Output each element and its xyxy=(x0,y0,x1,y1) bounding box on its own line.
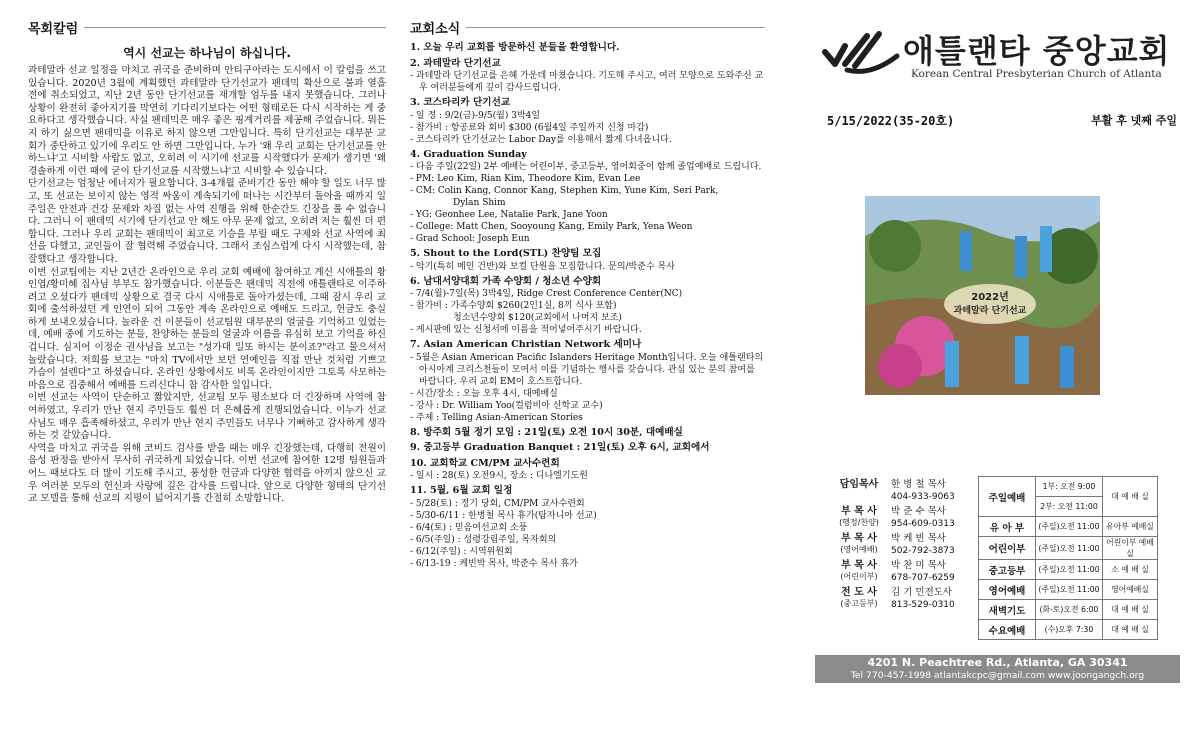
news-item-line: - 7/4(월)-7일(목) 3박4일, Ridge Crest Conference Center(NC) xyxy=(410,289,683,299)
staff-entry xyxy=(833,479,993,503)
schedule-place: 대 예 배 실 xyxy=(1103,477,1158,517)
news-item-line: - 5/30-6/11 : 한병철 목사 휴가(탐자니아 선교) xyxy=(410,510,597,521)
column-header-label: 목회칼럼 xyxy=(28,18,84,37)
column-paragraph: 이번 선교팀에는 지난 2년간 온라인으로 우리 교회 예배에 참여하고 계신 시애틀의 황인엽/황미혜 집사님 부부도 참가했습니다. 이분들은 팬데믹 직전에 애틀랜타로 이주하려고 오셨다가 팬데믹 상황으로 결국 다시 시애틀로 돌아가셨는데, 그때 잠시 우리 교회에 출석하셨던 게 인연이 되어 그동안 계속 온라인으로 예배도 드리고, 헌금도 충실하게 보내오셨습니다. 놀라운 건 이분들이 선교팀원 대부분의 얼굴을 기억하고 있었는데, 예배 중에 기도하는 분들, 찬양하는 분들의 얼굴과 이름을 유심히 보고 기억을 하신 겁니다. 심지어 이정순 권사님을 보고는 "성가대 일또 하시는 분이죠?"라고 물으셔서 놀랐습니다. 저희를 보고는 "마치 TV에서만 보던 연예인을 직접 만난 것처럼 기쁘고 가슴이 설렌다"고 하셨습니다. 온라인 상황에서도 비록 온라인이지만 그토록 사모하는 마음으로 집중해서 예배를 드리신다니 참 감사한 일입니다. xyxy=(28,266,387,391)
schedule-row xyxy=(979,560,1158,580)
church-logo xyxy=(815,26,1180,81)
staff-info xyxy=(885,533,955,557)
schedule-time: (주일)오전 11:00 xyxy=(1036,580,1103,600)
news-item-title: 8. 방주회 5월 정기 모임 : 21일(토) 오전 10시 30분, 대예배실 xyxy=(410,426,683,438)
schedule-row xyxy=(979,600,1158,620)
news-item xyxy=(410,97,765,146)
schedule-time: (주일)오전 11:00 xyxy=(1036,560,1103,580)
news-item-line: - College: Matt Chen, Sooyoung Kang, Emily Park, Yena Weon xyxy=(410,222,693,232)
news-item-line: - 다음 주일(22일) 2부 예배는 어린이부, 중고등부, 영어회중이 함께 졸업예배로 드립니다. xyxy=(410,162,762,172)
news-item-line: - 5월은 Asian American Pacific Islanders Heritage Month입니다. 오늘 애틀랜타의 아시아계 크리스천들이 모여서 이를 기념하는 행사를 갖습니다. 관심 있는 분의 참여를 바랍니다. 우리 교회 EM이 호스트합니다. xyxy=(410,352,764,387)
bulletin-date: 5/15/2022(35-20호) xyxy=(827,114,955,128)
schedule-service-name: 영어예배 xyxy=(979,580,1036,600)
schedule-time: 2부: 오전 11:00 xyxy=(1036,497,1103,517)
news-item-line: - 6/5(주일) : 성령강림주일, 목자회의 xyxy=(410,534,557,545)
news-item xyxy=(410,58,765,95)
schedule-time: 1부: 오전 9:00 xyxy=(1036,477,1103,497)
staff-role-title: 담임목사 xyxy=(839,479,879,490)
column-paragraph: 사역을 마치고 귀국을 위해 코비드 검사를 받을 때는 매우 긴장했는데, 다행히 전원이 음성 판정을 받아서 무사히 귀국하게 되었습니다. 이번 선교에 참여한 12명 팀원들과 어느 때보다도 더 많이 기도해 주시고, 풍성한 헌금과 다양한 협력을 아끼지 않으신 교우 여러분 모두의 헌신과 사랑에 깊은 감사를 드립니다. 앞으로 다양한 형태의 단기선교 모델을 통해 선교의 지평이 넓어지기를 간절히 소망합니다. xyxy=(28,442,386,505)
staff-entry xyxy=(833,506,993,530)
photo-caption-year: 2022년 xyxy=(971,292,1009,303)
staff-entry xyxy=(833,533,993,557)
staff-role xyxy=(833,479,885,503)
worship-schedule-table xyxy=(978,476,1158,640)
staff-name: 박 찬 미 목사 xyxy=(891,560,946,571)
column-paragraph: 단기선교는 엄청난 에너지가 필요합니다. 3-4개월 준비기간 동안 해야 할 일도 너무 많고, 또 선교는 보이지 않는 영적 싸움이 계속되기에 떠나는 시간부터 돌아올 때까지 일주일은 안전과 건강 문제와 차질 없는 사역 진행을 위해 한순간도 긴장을 풀 수 없습니다. 그러니 이 팬데믹 시기에 단기선교 안 해도 아무 문제 없고, 오히려 저는 훨씬 더 편합니다. 그러나 우리 교회는 팬데믹이 최고로 기승을 부릴 때도 구제와 선교 사역에 최선을 다했고, 교인들이 잘 협력해 주었습니다. 그래서 조심스럽게 다시 시작했는데, 참 잘했다고 생각합니다. xyxy=(28,178,386,265)
news-list xyxy=(410,42,765,570)
news-item-title: 3. 코스타리카 단기선교 xyxy=(410,97,511,108)
news-item-title: 4. Graduation Sunday xyxy=(410,148,527,160)
news-item xyxy=(410,149,765,246)
church-name-english: Korean Central Presbyterian Church of Atlanta xyxy=(911,68,1162,80)
schedule-service-name: 수요예배 xyxy=(979,620,1036,640)
photo-caption-title: 과테말라 단기선교 xyxy=(953,306,1027,316)
schedule-place: 유아부 예배실 xyxy=(1103,517,1158,537)
staff-entry xyxy=(833,587,993,611)
schedule-place: 대 예 배 실 xyxy=(1103,600,1158,620)
news-item xyxy=(410,339,765,424)
news-item-line: - 과테말라 단기선교를 은혜 가운데 마쳤습니다. 기도해 주시고, 여러 모양으로 도와주신 교우 여러분들에게 깊이 감사드립니다. xyxy=(410,71,764,93)
news-item-title: 6. 남대서양대회 가족 수양회 / 청소년 수양회 xyxy=(410,275,602,287)
staff-phone: 502-792-3873 xyxy=(891,546,955,556)
staff-phone: 954-609-0313 xyxy=(891,519,955,529)
news-item-line: - PM: Leo Kim, Rian Kim, Theodore Kim, Evan Lee xyxy=(410,174,641,184)
news-item xyxy=(410,442,765,455)
news-item-line: 청소년수양회 $120(교회에서 나머지 보조) xyxy=(453,313,622,323)
news-item-line: - Grad School: Joseph Eun xyxy=(410,234,530,244)
schedule-service-name: 어린이부 xyxy=(979,537,1036,560)
news-item-line: - CM: Colin Kang, Connor Kang, Stephen Kim, Yune Kim, Seri Park, xyxy=(410,186,719,196)
news-item xyxy=(410,248,765,273)
news-item-line: - 일시 : 28(토) 오전9시, 장소 : 디나엘기도원 xyxy=(410,471,588,481)
news-item-line: - 시간/장소 : 오늘 오후 4시, 대예배실 xyxy=(410,388,558,399)
news-item-line: - 참가비 : 항공료와 회비 $300 (6월4일 주일까지 신청 마감) xyxy=(410,122,649,133)
church-news xyxy=(410,0,765,573)
news-section-header xyxy=(410,0,765,37)
news-item-line: - 참가비 : 가족수양회 $260(2인1실, 8끼 식사 포함) xyxy=(410,301,617,311)
mission-trip-photo xyxy=(865,196,1100,395)
church-contact: Tel 770-457-1998 atlantakcpc@gmail.com www.joongangch.org xyxy=(850,670,1145,681)
staff-role xyxy=(833,506,885,530)
news-item xyxy=(410,42,765,55)
schedule-place: 영어예배실 xyxy=(1103,580,1158,600)
news-header-label: 교회소식 xyxy=(410,18,466,37)
schedule-service-name: 중고등부 xyxy=(979,560,1036,580)
staff-entry xyxy=(833,560,993,584)
schedule-time: (주일)오전 11:00 xyxy=(1036,537,1103,560)
news-item-line: - 코스타리카 단기선교는 Labor Day를 이용해서 짧게 다녀옵니다. xyxy=(410,134,672,145)
staff-phone: 678-707-6259 xyxy=(891,573,955,583)
staff-info xyxy=(885,506,955,530)
schedule-place: 소 예 배 실 xyxy=(1103,560,1158,580)
news-item-line: - 6/13-19 : 케빈박 목사, 박준수 목사 휴가 xyxy=(410,558,578,569)
staff-name: 박 준 수 목사 xyxy=(891,506,946,517)
staff-role-title: 부 목 사 xyxy=(841,506,877,517)
staff-list xyxy=(833,479,993,614)
column-paragraph: 과테말라 선교 일정을 마치고 귀국을 준비하며 안티구아라는 도시에서 이 칼럼을 쓰고 있습니다. 2020년 3월에 계획했던 과테말라 단기선교가 팬데믹 확산으로 불과 열흘 전에 취소되었고, 지난 2년 동안 단기선교를 재개할 엄두를 내지 못했습니다. 그러나 상황이 완전히 좋아지기를 막연히 기다리기보다는 어떤 형태로든 다시 시작하는 게 중요하다고 생각했습니다. 사실 팬데믹은 매우 좋은 핑계거리를 제공해 주었습니다. 뭐든지 하기 싫으면 팬데믹을 이유로 하지 않으면 그만입니다. 특히 단기선교는 대부분 교회가 중단하고 있기에 우리도 안 하면 그만입니다. 누가 '왜 우리 교회는 단기선교를 안 하느냐'고 시비할 사람도 없고, 오히려 이 시기에 선교를 시작했다가 문제가 생기면 '왜 경솔하게 이런 때에 굳이 단기선교를 시작했느냐'고 시비할 수 있습니다. xyxy=(28,65,387,177)
schedule-row xyxy=(979,620,1158,640)
staff-info xyxy=(885,560,955,584)
news-item xyxy=(410,458,765,483)
news-item-title: 11. 5월, 6월 교회 일정 xyxy=(410,485,513,496)
church-address-bar xyxy=(815,655,1180,683)
staff-role-dept: (영어예배) xyxy=(840,545,878,554)
staff-phone: 813-529-0310 xyxy=(891,600,955,610)
column-title: 역시 선교는 하나님이 하십니다. xyxy=(123,46,291,60)
staff-role xyxy=(833,533,885,557)
liturgical-week: 부활 후 넷째 주일 xyxy=(1091,114,1177,127)
news-item-line: - 주제 : Telling Asian-American Stories xyxy=(410,412,583,423)
schedule-row xyxy=(979,517,1158,537)
schedule-time: (화-토)오전 6:00 xyxy=(1036,600,1103,620)
schedule-row xyxy=(979,580,1158,600)
staff-role-title: 부 목 사 xyxy=(841,560,877,571)
staff-info xyxy=(885,587,955,611)
schedule-row xyxy=(979,477,1158,497)
news-item-title: 9. 중고등부 Graduation Banquet : 21일(토) 오후 6시, 교회에서 xyxy=(410,442,710,453)
staff-name: 박 케 빈 목사 xyxy=(891,533,946,544)
staff-role-dept: (행정/찬양) xyxy=(839,518,879,527)
news-item xyxy=(410,485,765,570)
staff-name: 김 기 민전도사 xyxy=(891,587,953,598)
church-logo-icon xyxy=(821,26,905,74)
news-item-title: 10. 교회학교 CM/PM 교사수련회 xyxy=(410,457,560,469)
staff-role-dept: (어린이부) xyxy=(840,572,878,581)
church-address: 4201 N. Peachtree Rd., Atlanta, GA 30341 xyxy=(867,656,1128,669)
staff-name: 한 병 철 목사 xyxy=(891,479,946,490)
news-item-title: 7. Asian American Christian Network 세미나 xyxy=(410,339,642,350)
schedule-service-name: 새벽기도 xyxy=(979,600,1036,620)
column-paragraph: 이번 선교는 사역이 단순하고 짧았지만, 선교팀 모두 평소보다 더 긴장하며 사역에 참여하였고, 우리가 만난 현지 주민들도 훨씬 더 은혜롭게 진행되었습니다. 이누가 선교사님도 매우 흡족해하셨고, 우리가 만난 현지 주민들도 너무나 기뻐하고 감사하게 생각하는 것 같았습니다. xyxy=(28,392,386,442)
news-item-line: - 6/4(토) : 믿음여선교회 소풍 xyxy=(410,522,528,533)
news-item-line: - YG: Geonhee Lee, Natalie Park, Jane Yoon xyxy=(410,210,608,220)
staff-role xyxy=(833,560,885,584)
news-item-line: - 6/12(주일) : 시역위원회 xyxy=(410,546,513,557)
schedule-service-name: 유 아 부 xyxy=(979,517,1036,537)
church-name-korean: 애틀랜타 중앙교회 xyxy=(903,32,1171,70)
staff-role-title: 부 목 사 xyxy=(841,533,877,544)
news-item xyxy=(410,276,765,337)
news-item-title: 2. 과테말라 단기선교 xyxy=(410,57,501,69)
schedule-time: (주일)오전 11:00 xyxy=(1036,517,1103,537)
schedule-place: 대 예 배 실 xyxy=(1103,620,1158,640)
news-item-line: - 5/28(토) : 정기 당회, CM/PM 교사수련회 xyxy=(410,498,585,509)
schedule-place: 어린이부 예배실 xyxy=(1103,537,1158,560)
staff-role-title: 전 도 사 xyxy=(841,587,877,598)
news-item-line: - 강사 : Dr. William Yoo(컬럼비아 신학교 교수) xyxy=(410,400,603,411)
column-section-header xyxy=(28,0,386,37)
news-item-line: - 악기(특히 메인 건반)와 보컬 단원을 모집합니다. 문의/박준수 목사 xyxy=(410,261,675,272)
schedule-row xyxy=(979,537,1158,560)
news-item-title: 1. 오늘 우리 교회를 방문하신 분들을 환영합니다. xyxy=(410,42,620,53)
staff-role-dept: (중고등부) xyxy=(840,599,878,608)
schedule-time: (수)오후 7:30 xyxy=(1036,620,1103,640)
news-item-title: 5. Shout to the Lord(STL) 찬양팀 모집 xyxy=(410,248,602,259)
staff-role xyxy=(833,587,885,611)
staff-phone: 404-933-9063 xyxy=(891,492,955,502)
news-item-line: - 게시판에 있는 신청서에 이름을 적어넣어주시기 바랍니다. xyxy=(410,325,642,335)
news-item xyxy=(410,427,765,440)
schedule-service-name: 주일예배 xyxy=(979,477,1036,517)
pastoral-column xyxy=(28,0,386,506)
news-item-line: - 일 정 : 9/2(금)-9/5(월) 3박4일 xyxy=(410,110,541,121)
staff-info xyxy=(885,479,955,503)
news-item-line: Dylan Shim xyxy=(453,198,506,208)
